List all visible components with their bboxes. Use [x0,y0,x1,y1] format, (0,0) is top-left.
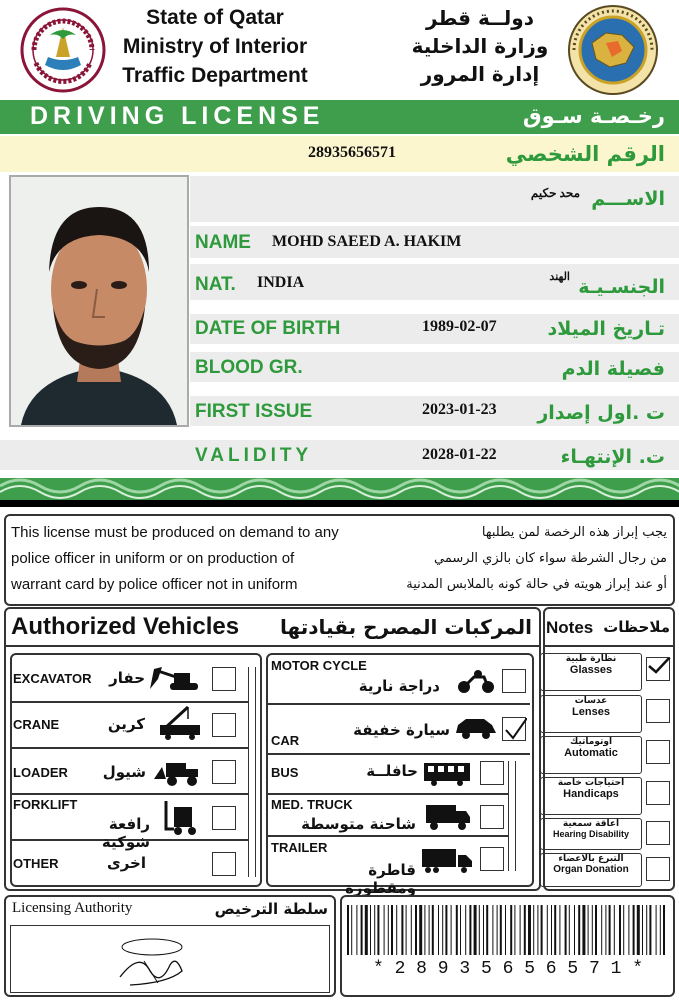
vehicle-other-label: OTHER [13,856,59,871]
barcode-bar [551,905,552,955]
note-label: Handicaps [563,788,619,800]
barcode-text: * 2 8 9 3 5 6 5 6 5 7 1 * [372,959,644,979]
barcode-bar [623,905,624,955]
barcode-bar [505,905,506,955]
note-item-organ-donation [540,853,642,887]
barcode-bar [351,905,352,955]
bus-checkbox[interactable] [480,761,504,785]
header-ar-line2: وزارة الداخلية [411,34,549,58]
note-label: Organ Donation [553,864,629,875]
header-en-line1: State of Qatar [146,6,284,29]
barcode-bar [592,905,593,955]
holder-photo [9,175,189,427]
name-ar-value: محد حكيم [530,186,580,200]
vehicle-loader-label: LOADER [13,765,68,780]
vehicles-title-ar: المركبات المصرح بقيادتها [280,615,532,639]
barcode-bar [574,905,575,955]
barcode-bar [541,905,543,955]
license-back [0,507,679,1000]
med-truck-checkbox[interactable] [480,805,504,829]
note-item-glasses [540,653,642,691]
header-en-line2: Ministry of Interior [122,35,308,58]
left-group-rail [248,667,256,877]
barcode-bar [547,905,548,955]
right-row-divider [268,835,508,837]
barcode-bar [483,905,484,955]
name-ar-label: الاســـم [591,188,665,210]
dob-value: 1989-02-07 [422,318,497,335]
barcode-bar [492,905,493,955]
notice-ar-line2: من رجال الشرطة سواء كان بالزي الرسمي [434,551,667,566]
barcode-bar [559,905,560,955]
organ-donation-checkbox[interactable] [646,857,670,881]
notice-en-line2: police officer in uniform or on production of [11,550,295,567]
barcode-bar [642,905,643,955]
notice-ar-line3: أو عند إبراز هويته في حالة كونه بالملابس المدنية [406,577,667,592]
barcode-bar [628,905,629,955]
name-value: MOHD SAEED A. HAKIM [272,233,462,250]
vehicle-trailer-label: TRAILER [271,840,328,855]
trailer-icon [420,847,474,875]
forklift-icon [162,797,202,837]
checkmark-icon [503,718,527,742]
left-row-divider [12,793,248,795]
glasses-checkbox[interactable] [646,657,670,681]
note-label-ar: اعاقة سمعية [562,819,620,829]
barcode-bar [406,905,407,955]
right-group-rail [508,761,516,871]
truck-icon [424,803,472,831]
vehicle-motorcycle-label-ar: دراجة نارية [358,677,440,695]
authority-label-ar: سلطة الترخيص [214,900,328,918]
barcode-bar [537,905,538,955]
barcode-bar [384,905,385,955]
personal-number-value: 28935656571 [308,144,396,161]
note-label-ar: احتياجات خاصة [557,778,625,788]
barcode-bar [479,905,480,955]
vehicle-med-truck-label: MED. TRUCK [271,797,353,812]
barcode-bar [601,905,602,955]
note-label-ar: اوتوماتيك [569,737,613,747]
barcode-bar [391,905,393,955]
first-issue-label: FIRST ISSUE [195,401,313,422]
note-label: Glasses [569,664,613,676]
car-checkbox[interactable] [502,717,526,741]
right-row-divider [268,793,508,795]
barcode-bar [388,905,389,955]
barcode-bar [429,905,430,955]
vehicle-crane-label: CRANE [13,717,60,732]
vehicle-excavator-label: EXCAVATOR [13,671,92,686]
card-separator [0,500,679,507]
forklift-checkbox[interactable] [212,806,236,830]
vehicle-crane-label-ar: كرين [107,715,145,733]
note-item-handicaps [540,777,642,815]
barcode-bar [370,905,371,955]
notes-title: Notes [546,618,594,637]
authority-label: Licensing Authority [12,900,133,916]
barcode-bar [588,905,589,955]
motorcycle-checkbox[interactable] [502,669,526,693]
note-item-lenses [540,695,642,733]
license-title: DRIVING LICENSE [30,102,325,130]
excavator-checkbox[interactable] [212,667,236,691]
validity-label: VALIDITY [195,445,313,466]
notice-en-line3: warrant card by police officer not in uniform [11,576,298,593]
barcode-bar [609,905,611,955]
right-row-divider [268,753,530,755]
barcode-bar [361,905,363,955]
vehicle-car-label: CAR [271,733,300,748]
barcode-bar [605,905,606,955]
note-item-automatic [540,736,642,774]
nationality-label: NAT. [195,274,236,295]
loader-checkbox[interactable] [212,760,236,784]
notes-header-divider [543,645,675,647]
notice-ar-line1: يجب إبراز هذه الرخصة لمن يطلبها [481,525,667,540]
vehicle-med-truck-label-ar: شاحنة متوسطة [301,815,416,833]
barcode-bar [633,905,635,955]
vehicle-loader-label-ar: شيول [102,763,146,781]
vehicle-bus-label: BUS [271,765,299,780]
blood-label-ar: فصيلة الدم [561,358,665,380]
validity-label-ar: ت. الإنتهـاء [560,446,665,468]
trailer-checkbox[interactable] [480,847,504,871]
vehicle-motorcycle-label: MOTOR CYCLE [271,658,367,673]
vehicle-bus-label-ar: حافلــة [366,762,418,780]
barcode-bar [614,905,615,955]
barcode-bar [442,905,443,955]
automatic-checkbox[interactable] [646,740,670,764]
barcode-bar [401,905,403,955]
barcode-bar [419,905,422,955]
barcode-bar [424,905,425,955]
barcode-bar [432,905,434,955]
barcode-bar [533,905,534,955]
left-row-divider [12,701,248,703]
nationality-value-ar: الهند [549,271,570,283]
barcode-bar [510,905,512,955]
barcode-bar [347,905,349,955]
barcode-bar [520,905,521,955]
barcode-bar [411,905,412,955]
loader-icon [152,757,202,787]
handicaps-checkbox[interactable] [646,781,670,805]
vehicle-trailer-label-ar: قاطرة ومقطورة [345,861,416,897]
personal-number-label-ar: الرقم الشخصي [505,142,665,166]
barcode-bar [497,905,498,955]
barcode-bar [578,905,580,955]
checkmark-icon [647,658,671,682]
barcode-bar [486,905,488,955]
barcode-bar [528,905,531,955]
barcode-bar [649,905,651,955]
notice-en-line1: This license must be produced on demand to any [11,524,339,541]
barcode-bar [465,905,466,955]
barcode-bar [438,905,439,955]
dob-label-ar: تـاريخ الميلاد [547,318,665,340]
other-checkbox[interactable] [212,852,236,876]
note-label-ar: التبرع بالاعضاء [558,854,624,864]
first-issue-value: 2023-01-23 [422,401,497,418]
qatar-emblem-icon [20,5,106,95]
vehicle-forklift-label-ar: رافعة شوكية [101,815,150,851]
barcode-bar [619,905,621,955]
signature-stamp [110,931,200,991]
barcode-bar [374,905,375,955]
car-icon [454,715,498,741]
nationality-value: INDIA [257,274,305,291]
license-title-ar: رخـصـة سـوق [522,104,665,128]
note-label: Automatic [564,747,618,759]
validity-value: 2028-01-22 [422,446,497,463]
nationality-label-ar: الجنسـيـة [578,276,665,298]
bus-icon [422,761,472,787]
barcode-bar [469,905,471,955]
barcode-bar [637,905,640,955]
notice-english [11,520,391,598]
header-ar-line1: دولــة قطر [426,6,534,30]
vehicle-car-label-ar: سيارة خفيفة [353,721,450,739]
barcode-bar [646,905,647,955]
header-ar-line3: إدارة المرور [420,62,540,86]
lenses-checkbox[interactable] [646,699,670,723]
note-label: Hearing Disability [552,829,630,839]
right-row-divider [268,703,530,705]
vehicles-header-divider [4,645,541,647]
barcode-bar [396,905,397,955]
note-label-ar: نظارة طبية [565,654,617,664]
excavator-icon [148,665,202,693]
notice-arabic [380,520,667,598]
barcode-bar [451,905,452,955]
note-label-ar: عدسات [574,696,608,706]
barcode-bar [569,905,570,955]
note-item-hearing [540,818,642,850]
barcode-bar [474,905,477,955]
barcode-bar [365,905,368,955]
barcode-bar [460,905,461,955]
barcode-bar [524,905,526,955]
notes-title-ar: ملاحظات [603,618,670,636]
barcode-bar [500,905,502,955]
barcode-bar [663,905,665,955]
header-en-line3: Traffic Department [122,64,308,87]
barcode-icon [345,905,671,955]
blood-label: BLOOD GR. [195,357,303,378]
barcode-bar [582,905,585,955]
note-label: Lenses [572,706,610,718]
vehicle-forklift-label: FORKLIFT [13,797,78,812]
gcc-emblem-icon [566,3,660,97]
barcode-bar [554,905,556,955]
barcode-bar [377,905,379,955]
vehicle-other-label-ar: اخرى [106,854,146,872]
barcode-bar [456,905,458,955]
barcode-bar [595,905,597,955]
left-row-divider [12,747,248,749]
crane-checkbox[interactable] [212,713,236,737]
hearing-checkbox[interactable] [646,821,670,845]
vehicles-title: Authorized Vehicles [11,613,240,640]
dob-label: DATE OF BIRTH [195,318,341,339]
header-english [105,3,325,90]
barcode-bar [660,905,661,955]
name-label: NAME [195,232,251,253]
barcode-bar [445,905,447,955]
first-issue-label-ar: ت .اول إصدار [537,402,665,424]
barcode-bar [656,905,657,955]
barcode-bar [514,905,515,955]
bottom-wave-pattern [0,472,679,500]
vehicle-excavator-label-ar: حفار [109,669,145,687]
motorcycle-icon [456,669,496,695]
barcode-bar [565,905,567,955]
portrait-icon [11,177,187,425]
barcode-bar [415,905,417,955]
header-arabic [400,4,560,88]
crane-truck-icon [158,705,202,741]
barcode-bar [356,905,357,955]
